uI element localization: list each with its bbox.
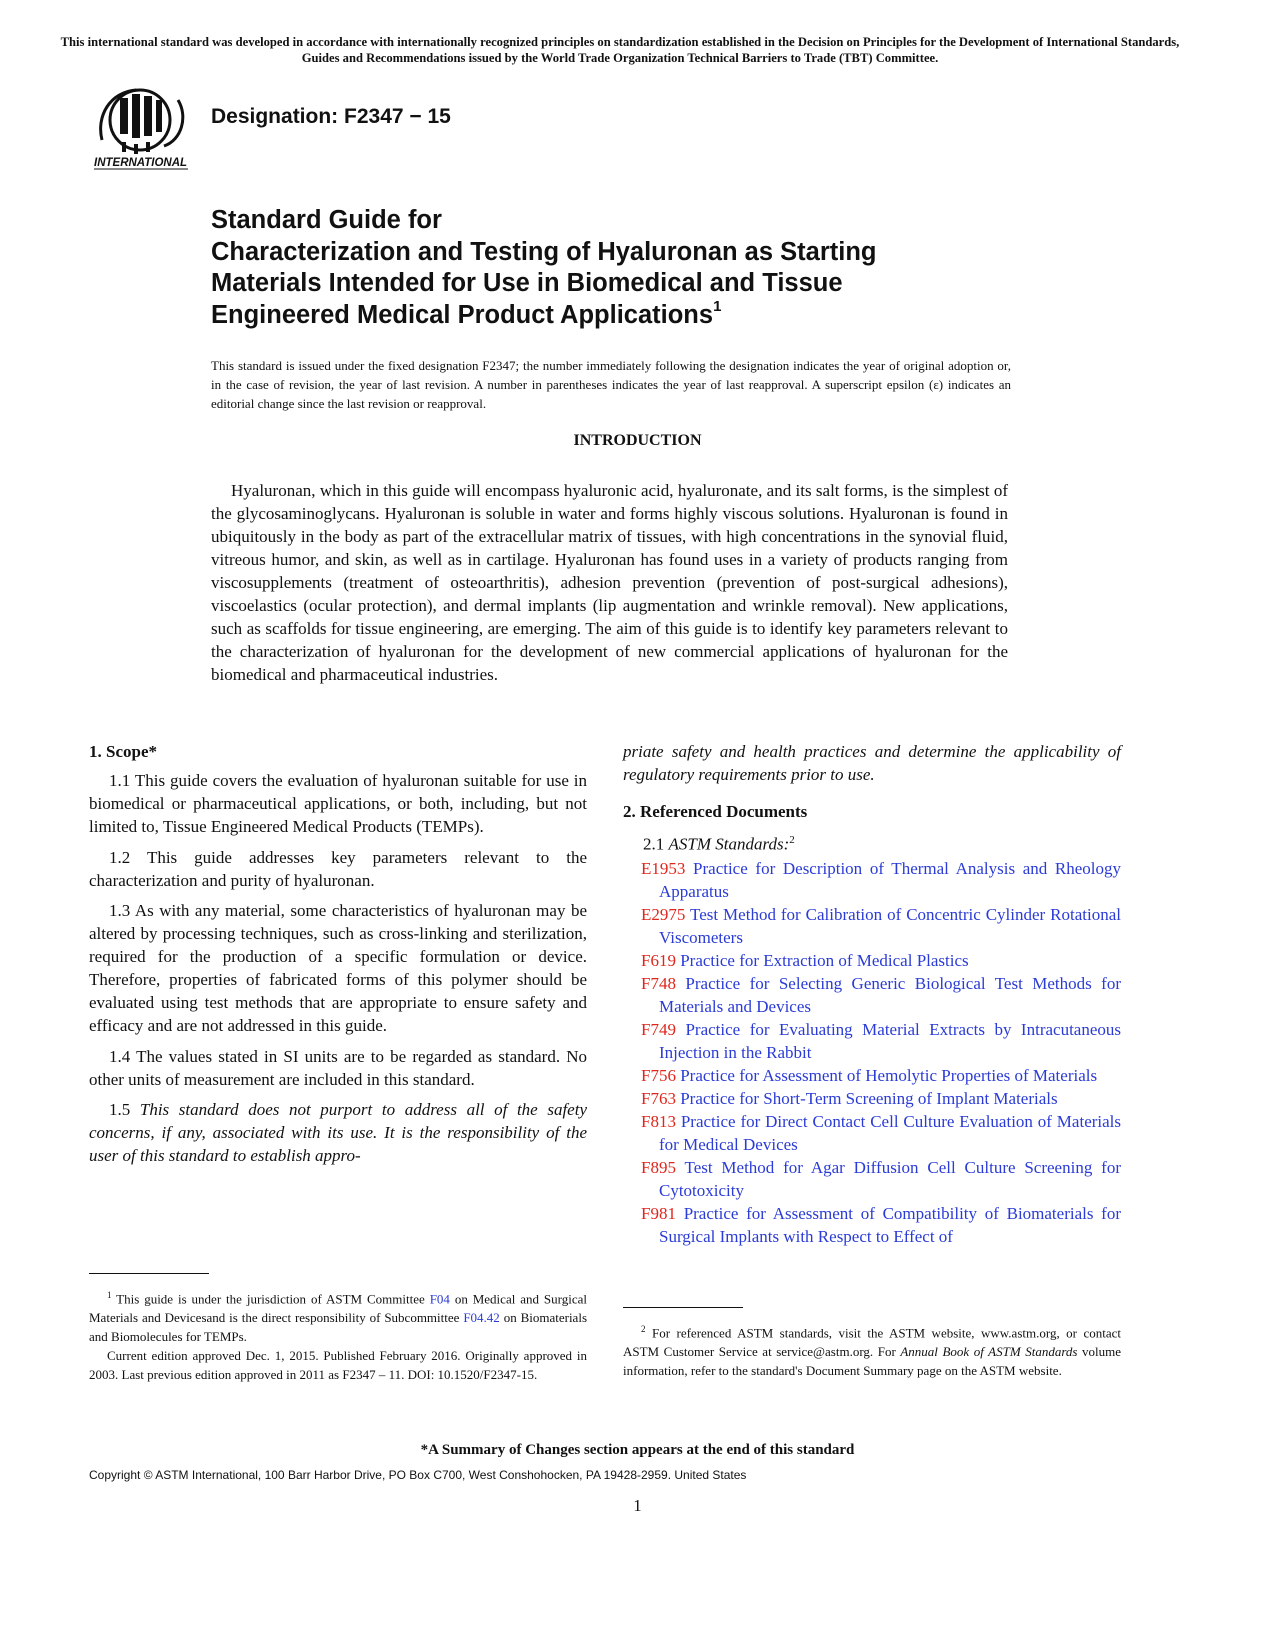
referenced-documents-heading: 2. Referenced Documents	[623, 802, 808, 821]
reference-item[interactable]	[623, 1087, 1121, 1110]
subheading-label: ASTM Standards:	[668, 834, 790, 854]
designation: Designation: F2347 − 15	[211, 105, 451, 128]
scope-heading: 1. Scope*	[89, 742, 157, 761]
reference-code[interactable]: E2975	[641, 904, 686, 924]
scope-1-5-num: 1.5	[109, 1100, 131, 1119]
title-line-3: Materials Intended for Use in Biomedical and Tissue	[211, 269, 843, 298]
footnote-1	[89, 1286, 587, 1384]
introduction-heading: INTRODUCTION	[573, 432, 702, 449]
reference-code[interactable]: F763	[641, 1088, 676, 1108]
title-line-4: Engineered Medical Product Applications	[211, 300, 714, 329]
scope-1-5-continued: priate safety and health practices and determine the applicability of regulatory requirements prior to use.	[623, 742, 1121, 784]
footnote-2-italic: Annual Book of ASTM Standards	[900, 1344, 1078, 1360]
page-number: 1	[633, 1496, 642, 1515]
footnote-1-edition: Current edition approved Dec. 1, 2015. Published February 2016. Originally approved in 2003. Last previous edition approved in 2011 as F2347 – 11. DOI: 10.1520/F2347-15.	[89, 1348, 587, 1383]
reference-title[interactable]: Test Method for Calibration of Concentric Cylinder Rotational Viscometers	[659, 904, 1121, 947]
reference-item[interactable]	[623, 1110, 1121, 1156]
footnote-2-text-b: volume information, refer to the standard's Document Summary page on the ASTM website.	[623, 1344, 1122, 1379]
footnote-1-text-a: This guide is under the jurisdiction of ASTM Committee	[116, 1291, 425, 1307]
reference-code[interactable]: E1953	[641, 858, 686, 878]
scope-1-1: 1.1 This guide covers the evaluation of hyaluronan suitable for use in biomedical or pharmaceutical applications, or both, including, but not limited to, Tissue Engineered Medical Products (TEMPs).	[89, 771, 587, 836]
reference-code[interactable]: F813	[641, 1111, 676, 1131]
issue-note: This standard is issued under the fixed designation F2347; the number immediately following the designation indicates the year of original adoption or, in the case of revision, the year of last revision. A number in parentheses indicates the year of last reapproval. A superscript epsilon (ε) indicates an editorial change since the last revision or reapproval.	[211, 358, 1011, 411]
subheading-footnote-mark: 2	[789, 834, 795, 846]
reference-item[interactable]	[623, 857, 1121, 903]
reference-item[interactable]	[623, 1156, 1121, 1202]
copyright: Copyright © ASTM International, 100 Barr Harbor Drive, PO Box C700, West Conshohocken, PA 19428-2959. United States	[89, 1468, 747, 1482]
reference-item[interactable]	[623, 1064, 1121, 1087]
footnote-divider	[89, 1273, 209, 1274]
astm-logo-icon	[92, 86, 192, 172]
right-column	[623, 740, 1121, 1248]
tbt-notice: This international standard was developed in accordance with internationally recognized principles on standardization established in the Decision on Principles for the Development of International Standards, Guides and Recommendations issued by the World Trade Organization Technical Barriers to Trade (TBT) Committee.	[60, 35, 1180, 65]
reference-code[interactable]: F895	[641, 1157, 676, 1177]
title-footnote-mark: 1	[713, 297, 722, 315]
reference-code[interactable]: F748	[641, 973, 676, 993]
footnote-2	[623, 1320, 1121, 1380]
reference-code[interactable]: F749	[641, 1019, 676, 1039]
footnote-2-text-a: For referenced ASTM standards, visit the ASTM website, www.astm.org, or contact ASTM Customer Service at service@astm.org. For	[623, 1325, 1121, 1360]
reference-item[interactable]	[623, 949, 1121, 972]
reference-item[interactable]	[623, 903, 1121, 949]
footnote-1-mark: 1	[107, 1290, 112, 1300]
reference-code[interactable]: F981	[641, 1203, 676, 1223]
scope-1-3: 1.3 As with any material, some characteristics of hyaluronan may be altered by processing techniques, such as cross-linking and sterilization, required for the production of a specific formulation or device. Therefore, properties of fabricated forms of this polymer should be evaluated using test methods that are appropriate to ensure safety and efficacy and are not addressed in this guide.	[89, 901, 587, 1035]
summary-of-changes-note: *A Summary of Changes section appears at the end of this standard	[420, 1442, 855, 1458]
title-line-1: Standard Guide for	[211, 206, 442, 234]
reference-item[interactable]	[623, 972, 1121, 1018]
reference-title[interactable]: Practice for Selecting Generic Biological Test Methods for Materials and Devices	[659, 973, 1121, 1016]
introduction-text: Hyaluronan, which in this guide will encompass hyaluronic acid, hyaluronate, and its salt forms, is the simplest of the glycosaminoglycans. Hyaluronan is soluble in water and forms highly viscous solutions. Hyaluronan is found in ubiquitously in the body as part of the extracellular matrix of tissues, with high concentrations in the synovial fluid, vitreous humor, and skin, as well as in cartilage. Hyaluronan has found uses in a variety of products ranging from viscosupplements (treatment of osteoarthritis), adhesion prevention (prevention of post-surgical adhesions), viscoelastics (ocular protection), and dermal implants (lip augmentation and wrinkle removal). New applications, such as scaffolds for tissue engineering, are emerging. The aim of this guide is to identify key parameters relevant to the characterization of hyaluronan for the development of new commercial applications of hyaluronan for the biomedical and pharmaceutical industries.	[211, 481, 1008, 684]
scope-1-4: 1.4 The values stated in SI units are to be regarded as standard. No other units of measurement are included in this standard.	[89, 1046, 587, 1089]
reference-item[interactable]	[623, 1018, 1121, 1064]
astm-standards-subheading	[623, 829, 1121, 856]
footnote-2-mark: 2	[641, 1324, 646, 1334]
scope-1-5	[89, 1098, 587, 1167]
logo-text: INTERNATIONAL	[94, 157, 188, 169]
footnote-1-text-b: on Medical and Surgical Materials and Devicesand is the direct responsibility of Subcommittee	[89, 1291, 587, 1326]
footnote-1-text-c: on Biomaterials and Biomolecules for TEMPs.	[89, 1310, 587, 1345]
scope-1-5-text: This standard does not purport to address all of the safety concerns, if any, associated with its use. It is the responsibility of the user of this standard to establish appro-	[89, 1100, 587, 1165]
scope-1-2: 1.2 This guide addresses key parameters relevant to the characterization and purity of hyaluronan.	[89, 847, 587, 890]
reference-title[interactable]: Practice for Extraction of Medical Plastics	[680, 950, 969, 970]
reference-title[interactable]: Practice for Description of Thermal Analysis and Rheology Apparatus	[659, 858, 1122, 901]
subcommittee-link[interactable]: F04.42	[463, 1310, 500, 1326]
left-column	[89, 740, 587, 1175]
reference-code[interactable]: F756	[641, 1065, 676, 1085]
reference-title[interactable]: Test Method for Agar Diffusion Cell Culture Screening for Cytotoxicity	[659, 1157, 1121, 1200]
astm-logo	[92, 86, 192, 172]
document-title	[211, 205, 1011, 331]
reference-code[interactable]: F619	[641, 950, 676, 970]
title-line-2: Characterization and Testing of Hyaluronan as Starting	[211, 237, 877, 266]
footnote-divider	[623, 1307, 743, 1308]
reference-title[interactable]: Practice for Short-Term Screening of Implant Materials	[680, 1088, 1058, 1108]
reference-title[interactable]: Practice for Direct Contact Cell Culture Evaluation of Materials for Medical Devices	[659, 1111, 1122, 1154]
reference-title[interactable]: Practice for Evaluating Material Extracts by Intracutaneous Injection in the Rabbit	[659, 1019, 1121, 1062]
reference-title[interactable]: Practice for Assessment of Hemolytic Properties of Materials	[680, 1065, 1098, 1085]
reference-item[interactable]	[623, 1202, 1121, 1248]
committee-link[interactable]: F04	[429, 1291, 450, 1307]
reference-title[interactable]: Practice for Assessment of Compatibility of Biomaterials for Surgical Implants with Respect to Effect of	[659, 1203, 1121, 1246]
subheading-number: 2.1	[643, 834, 665, 854]
